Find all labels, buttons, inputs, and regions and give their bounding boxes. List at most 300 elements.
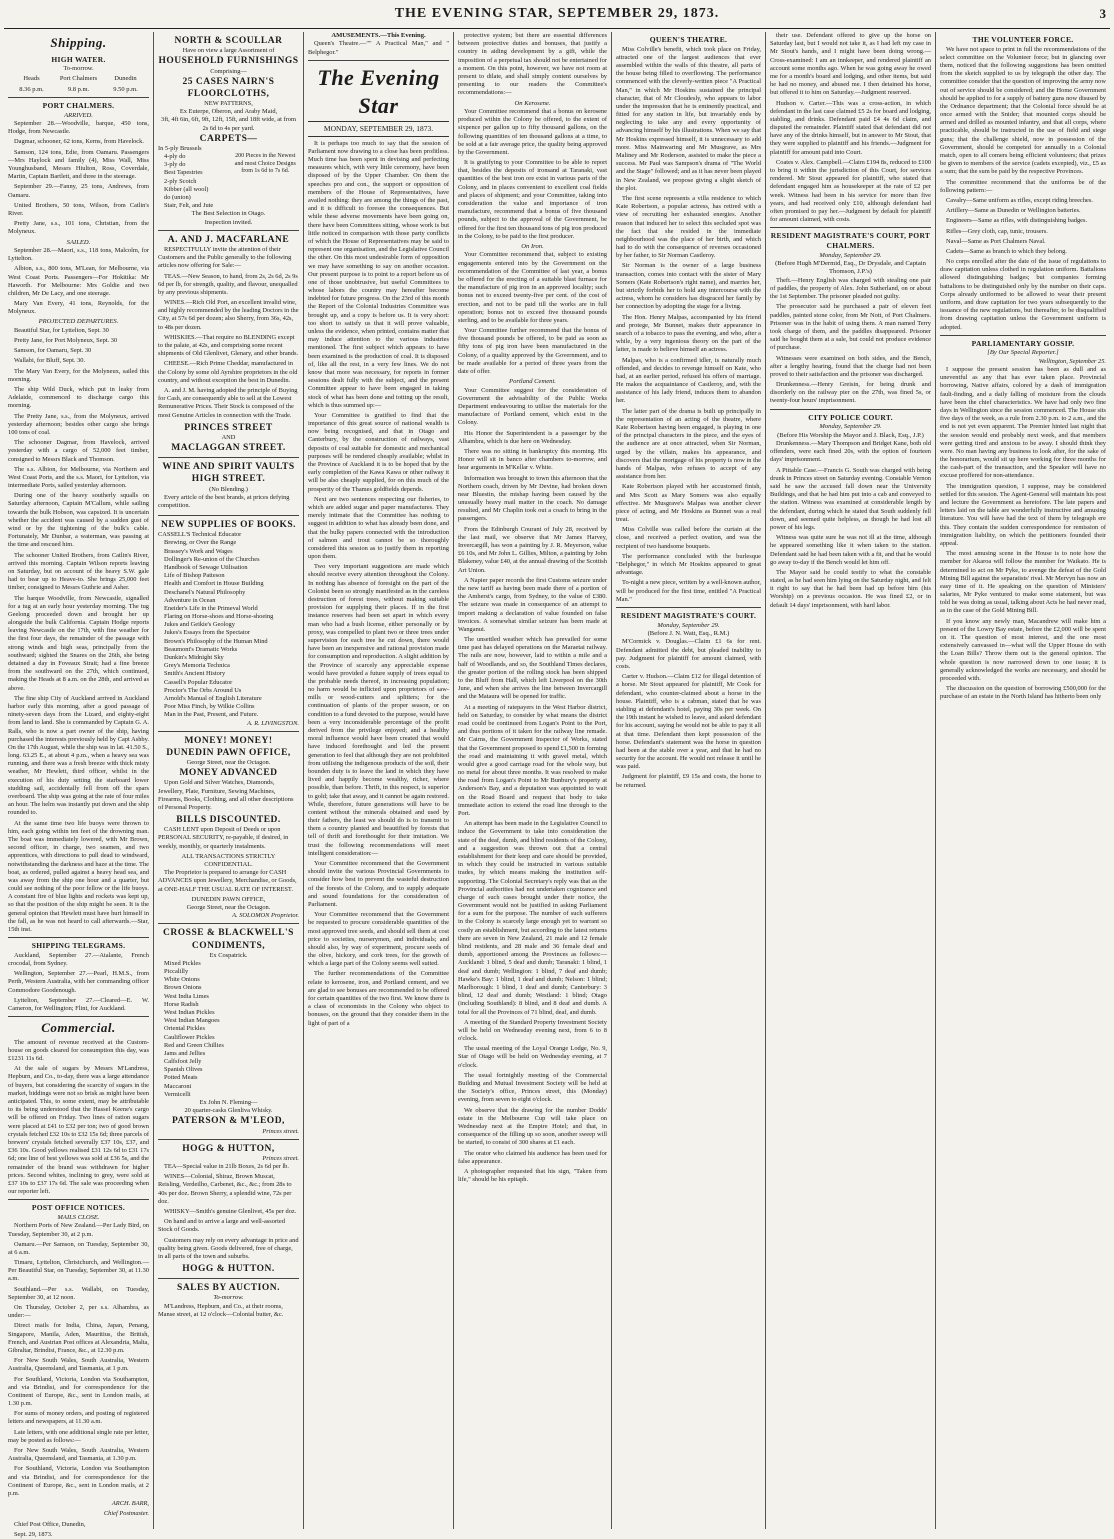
editorial-dateline: MONDAY, SEPTEMBER 29, 1873. (308, 121, 449, 137)
paragraph: September 29.—Fanny, 25 tons, Andrews, from Oamaru. (8, 183, 149, 199)
paragraph: Northern Ports of New Zealand.—Per Lady Bird, on Tuesday, September 30, at 2 p.m. (8, 1222, 149, 1238)
post-list (8, 1222, 149, 1498)
paragraph: Malpas, who is a confirmed idler, is naturally much offended, and decides to revenge himself on Kate, who had, at an earlier period, refused his offers of marriage. He makes the acquaintance of Castleroy, and, with the assistance of his lady friend, induces them to abandon her. (616, 356, 761, 405)
paragraph: September 28.—Woodville, barque, 450 tons, Hodge, from Newcastle. (8, 120, 149, 136)
advert-books (158, 515, 299, 731)
shipping-heading: Shipping. (50, 35, 107, 50)
paragraph: Two very important suggestions are made which should receive every attention throughout the Colony. In nothing has absence of foresight on the part of the Colonist been so strongly manifested as in the careless destruction of forest trees, without making suitable provision for supplying their places. If in the first instance reserves had been set apart in which every man who had a bush license, either personally or by proxy, was compelled to plant two or three trees under supervision for each tree he cut down, there would have been an inexpensive and rational provision made for consumption and reproduction. A slight addition by the Province of scarcely any appreciable expense would have provided a future supply of trees equal to the probable needs thereof, in increasing population; no harm would be inflicted upon proprietors of saw-mills or wood-cutters and splitters; for the continuation of plants of the proper season, or on condition to a fund devoted to the purpose, would have been a very inconsiderable percentage of the profit derived from the privilege enjoyed; and a healthy moral influence would have been created that would have induced forethought and led the present generation to feel that although they are not prohibited from utilising the indigenous products of the soil, their bounden duty is to leave the land in which they have lived and happily become wealthy, richer, where possible, than before. Thrift, in this respect, is superior to gold; take that away, and it cannot be again restored. While, therefore, future generations will have to be content without the minerals obtained and used by their fathers, the least we should do is to transmit to them a country planted and beautified by forests that tell of thrift and forethought for their imitation. We trust the following recommendations will meet intelligent consideration:— (308, 563, 449, 857)
list-item: Vermicelli (164, 1090, 191, 1098)
tide-cell: 8.36 p.m. (19, 85, 44, 93)
volunteer-article (940, 46, 1106, 332)
advert-line: AND (221, 433, 236, 441)
portland-heading: Portland Cement. (509, 378, 556, 386)
paragraph: At the sale of sugars by Messrs M'Landress, Hepburn, and Co., to-day, there was a large attendance of buyers, but considering the scarcity of sugars in the market, biddings were not so brisk as might have been anticipated. This, to some extent, may be attributable to its being understood that the Hassel Keene's cargo will be offered on Friday. Two lines of ration sugars were placed at £41 to £32 per ton; two of good brown crystals fetched £32 10s to £32 15s 6d; three parcels of brewers' crystals fetched severally £37 10s, £37, and £36 10s. Good yellows realised £31 12s 6d to £31 17s 6d; one line of best yellows was sold at £36 5s, and the remainder of the brand was withdrawn for higher prices. Second whites, inclining to grey, were sold at £37 10s to £37 17s 6d. The sale was proceeding when our reporter left. (8, 1065, 149, 1196)
paragraph: The Mary Van Every, for the Molyneux, sailed this morning. (8, 367, 149, 383)
paragraph: Drunkenness.—Mary Thompson and Bridget Kane, both old offenders, were each fined 20s, with the option of fourteen days' imprisonment. (770, 440, 932, 464)
arrived-heading: ARRIVED. (64, 111, 93, 119)
paragraph: To-night a new piece, written by a well-known author, will be produced for the first time, entitled "A Practical Man." (616, 579, 761, 603)
projected-list (8, 327, 149, 366)
iron-heading: On Iron. (521, 242, 544, 250)
list-item: Eneider's Life in the Primeval World (164, 604, 258, 612)
carpet-note: 200 Pieces in the Newest and most Choice Designs from 1s 6d to 7s 6d. (234, 153, 296, 175)
paragraph: The Mayor said he could testify to what the constable stated, as he had seen him lying on the Saturday night, and felt it right to say that he had been had up before him (his Worship) on a previous occasion. He was fined £2, or in default 14 days' imprisonment, with hard labor. (770, 568, 931, 609)
rmc-heading: RESIDENT MAGISTRATE'S COURT. (620, 610, 757, 620)
advert-text: Upon Gold and Silver Watches, Diamonds, Jewellery, Plate, Furniture, Sewing Machines, Firearms, Books, Clothing, and all other descriptions of Personal Property. (158, 779, 294, 811)
pc-court-heading: RESIDENT MAGISTRATE'S COURT, PORT CHALMERS. (770, 231, 931, 250)
shipping-news (8, 368, 149, 935)
list-item: Health and Comfort in House Building (164, 580, 264, 588)
paragraph: Information was brought to town this afternoon that the Northern coach, driven by Mr Devine, had broken down near Bluestin, the mishap having been caused by the unusually heavy mail matter in the coach. No damage resulted, and Mr Chaplin took out a coach to bring in the passengers. (458, 474, 607, 523)
column-7 (936, 32, 1110, 1529)
page-number: 3 (1099, 6, 1106, 21)
post-signature-title: Chief Postmaster. (103, 1510, 149, 1518)
paragraph: If you know any newly man, Macandrew will make him a present of the Lowry Bay estate, before the £2,000 will be spent on it. The question of most interest, and the one most extensively canvassed in—what will the Upper House do with the Loan Bills? Throw them out is the general opinion. The whole question is now narrowed down to one issue; it is generally acknowledged the works are necessary, and should be proceeded with. (940, 617, 1106, 682)
rmc-cases (616, 638, 761, 789)
paragraph: For New South Wales, South Australia, Western Australia, Queensland, and Tasmania, at 1 p.m. (8, 1357, 149, 1373)
paragraph: The usual fortnightly meeting of the Commercial Building and Mutual Investment Society will be held at the Society's office, Princes street, this (Monday) evening, from seven to eight o'clock. (458, 1071, 607, 1104)
kerosene-heading: On Kerosene. (514, 99, 551, 107)
amusements-text: Queen's Theatre.—"" A Practical Man," and " Belphegor." (308, 40, 449, 56)
paragraph: The further recommendations of the Committee relate to kerosene, iron, and Portland cement, and we are glad to see bonuses are recommended to be offered for certain quantities of the two first. We know there is a class of economists in the Colony who object to bonuses, on the ground that they consider them in the light of part of a (308, 970, 449, 1027)
paragraph: The Pretty Jane, s.s., from the Molyneux, arrived yesterday afternoon; besides other cargo she brings 100 tons of coal. (8, 412, 149, 436)
paragraph: A meeting of the Standard Property Investment Society will be held on Wednesday evening next, from 6 to 8 o'clock. (458, 1018, 607, 1043)
divider (8, 937, 149, 938)
paragraph: A. and J. M. having adopted the principle of Buying for Cash, are consequently able to sell at the Lowest Remunerative Prices. Their Stock is composed of the most Genuine Articles in connection with the Trade. (158, 386, 298, 419)
list-item: Beaumont's Dramatic Works (164, 645, 238, 653)
advert-line: 25 CASES NAIRN'S FLOORCLOTHS, (182, 76, 275, 99)
column-5 (612, 32, 766, 1529)
paragraph: An attempt has been made in the Legislative Council to induce the Government to take into consideration the state of the deaf, dumb, and blind residents of the Colony, and a suggestion was thrown out that a central establishment for their keep and care should be provided, in which they could be instructed in various suitable trades, by which means making the institution self-supporting. The Colonial Secretary's reply was that as the Provincial authorities had not undertaken cognizance and charge of such cases brought under their notice, the Government would not be justified in asking Parliament for a sum for the purpose. The number of such sufferers in the Colony is scarcely large enough yet to warrant so costly an establishment, but according to the latest returns there are seven in New Zealand, 21 male and 12 female blind residents, and 28 male and 36 female deaf and dumb, apportioned among the Provinces as follows:—Auckland: 1 blind, 5 deaf and dumb; Taranaki: 1 blind, 1 deaf and dumb; Wellington: 1 blind, 7 deaf and dumb; Hawke's Bay: 1 blind, 1 deaf and dumb; Nelson: 1 blind; Marlborough: 1 blind, 1 deaf and dumb; Canterbury: 3 blind, 12 deaf and dumb; Westland: 1 blind; Otago (including Southland): 8 blind, and 8 deaf and dumb. A total for all the Provinces of 71 blind, deaf, and dumb. (458, 820, 607, 1016)
paragraph: The discussion on the question of borrowing £500,000 for the purchase of an estate in the North Island has hitherto been only (940, 685, 1106, 701)
paragraph: The amount of revenue received at the Custom-house on goods cleared for consumption this day, was £1231 11s 6d. (8, 1038, 149, 1063)
list-item: Dollinger's Re-union of the Churches (164, 555, 260, 563)
advert-title: HOGG & HUTTON, (182, 1143, 275, 1154)
editorial-body (308, 140, 449, 1028)
commercial-list (8, 1039, 149, 1197)
advert-line: Inspection invited. (204, 218, 253, 226)
advert-text: On hand and to arrive a large and well-assorted Stock of Goods. (158, 1218, 285, 1234)
paragraph: Samson, for Oamaru, Sept. 30 (14, 347, 92, 355)
advert-line: Have on view a large Assortment of (182, 47, 275, 55)
paragraph: Your Committee is gratified to find that the importance of this great source of national wealth is now being recognised, and that in Otago and Canterbury, by the construction of railways, vast deposits of coal suitable for domestic and mechanical purposes will be rendered cheaply available; whilst in the Province of Auckland it is to be hoped that by the early completion of the Kawa Kawa or other railway it will be also cheaply supplied, for on this much of the prosperity of the Thames goldfields depends. (308, 411, 449, 493)
paragraph: September 28.—Maori, s.s., 118 tons, Malcolm, for Lyttelton. (8, 246, 149, 263)
paragraph: For New South Wales, South Australia, Western Australia, Queensland, and Tasmania, at 1.30 p.m. (8, 1447, 149, 1463)
paragraph: Witness was quite sure he was not ill at the time, although he appeared something like it when taken to the station. Defendant said he had been taken with a fit, and that he would go away to-day if the Bench would let him off. (770, 534, 931, 566)
paragraph: Cavalry—Same uniform as rifles, except riding breeches. (946, 196, 1093, 204)
paragraph: The schooner Dagmar, from Havelock, arrived yesterday with a cargo of 52,000 feet timber, consigned to Messrs Black and Thomson. (8, 439, 149, 463)
list-item: Proctor's The Orbs Around Us (164, 686, 242, 694)
pc-court-cases (770, 277, 931, 406)
paragraph: Albion, s.s., 800 tons, M'Lean, for Melbourne, via West Coast Ports. Passengers—For Hokitika: Mr Haworth. For Melbourne: Mrs Goldie and two children, Mr De Lacy, and one steerage. (8, 265, 149, 297)
paragraph: Direct mails for India, China, Japan, Penang, Singapore, Manila, Aden, Mauritius, the British, French, and Austrian Post offices at Alexandria, Malta, Gibraltar, Brindisi, France, &c., at 12.30 p.m. (8, 1322, 149, 1354)
parliament-heading: PARLIAMENTARY GOSSIP. (971, 338, 1075, 348)
paragraph: It is perhaps too much to say that the session of Parliament now drawing to a close has been profitless. Much time has been spent in devising and perfecting measures which, with very little ceremony, have been disposed of by the Upper Chamber. On them the speeches pro and con., the support or opposition of members of the House of Representatives, have availed nothing: they are among the things of the past, and it is difficult to foresee the consequences. But while these adverse movements have been going on, there have been Committees sitting, whose work is but little noticed in comparison with those party conflicts of which the House of Representatives may be said to represent one organisation, and the Legislative Council the other. On this most undesirable form of opposition we may have something to say on another occasion. Our present purpose is to point to a report before us of one of those unobtrusive, but useful Committees to whose labors the country may hereafter become indebted for future progress. On the 23rd of this month the Report of the Colonial Industries Committee was brought up, and a copy is before us. It is very short: too short to satisfy us that it will prove valuable, unless the evidence, when printed, contains matter that may induce attention to the various industries mentioned. The first subject which appears to have been examined is the production of coal. It is disposed of, like all the rest, in a very few lines. We do not know that more was necessary, for reports in former sessions dealt fully with the subject, and the present Committee appear to have been engaged in taking stock of what has been done and totting up the result, which is thus summed up:— (308, 139, 449, 409)
divider (770, 409, 931, 410)
paragraph: Your Committee suggest for the consideration of Government the advisability of the Public Works Department endeavouring to utilise the materials for the manufacture of Portland cement, which exist in the Colony. (458, 386, 607, 427)
advert-name: A. AND J. MACFARLANE (167, 234, 290, 245)
telegrams-list (8, 952, 149, 1013)
theatre-heading: QUEEN'S THEATRE. (649, 35, 728, 44)
list-item: Poor Miss Finch, by Wilkie Collins (164, 703, 255, 711)
paragraph: The ship Wild Duck, which put in leaky from Adelaide, commenced to discharge cargo this morning. (8, 386, 149, 410)
divider (770, 227, 931, 228)
advert-line: DUNEDIN PAWN OFFICE, (191, 895, 266, 903)
parliament-sub: [By Our Special Reporter.] (987, 349, 1059, 357)
list-item: Calfsfoot Jelly (164, 1058, 202, 1066)
paragraph: M'Cormick v. Douglas.—Claim £1 6s for rent. Defendant admitted the debt, but pleaded inability to pay. Judgment for plaintiff for amount claimed, with costs. (616, 638, 761, 670)
advert-line: Princes street. (262, 1154, 299, 1162)
advert-macfarlane (158, 230, 299, 457)
paragraph: their use. Defendant offered to give up the horse on Saturday last, but I would not take it, as I had left my case in Mr Stout's hands, and I might have been doing wrong.—Cross-examined: I am an innkeeper, and rendered plaintiff an account some months ago. When he was going away he owed me for a month's board and lodging, and other items, but said he had no money, and abused me. I then detained his horse, but offered it to him on Saturday.—Judgment reserved. (770, 32, 931, 97)
tide-cell: Dunedin (114, 75, 137, 83)
paragraph: Coates v. Alex. Campbell.—Claim £194 8s, reduced to £100 to bring it within the jurisdiction of this Court, for services rendered. Mr Stout appeared for plaintiff, who stated that defendant engaged him as housekeeper at the rate of £2 per week. Witness had been in his service for more than five years, and had received only £10, although defendant had often promised to pay her.—Judgment by default for plaintiff for amount claimed, with costs. (770, 158, 931, 224)
paragraph: Oamaru.—Per Samson, on Tuesday, September 30, at 6 a.m. (8, 1240, 149, 1256)
list-item: Smith's Ancient History (164, 670, 226, 678)
paragraph: We observe that the drawing for the number Dodds' estate in the Melbourne Cup will take place on Wednesday next at the Empire Hotel; and that, in consequence of the filling up so soon, another sweep will be started, to consist of 300 shares at £1 each. (458, 1106, 607, 1147)
paragraph: It is gratifying to your Committee to be able to report that, besides the deposits of ironsand at Taranaki, vast quantities of the best iron ore exist in various parts of the Colony, and in places convenient to excellent coal fields and places of shipment; and your Committee, taking into consideration the value and importance of iron manufacture, recommend that a bonus of five thousand pounds, subject to the approval of the Government, be offered for the first ten thousand tons of pig iron produced in the Colony, to be paid to the first producer. (458, 159, 607, 240)
telegrams-heading: SHIPPING TELEGRAMS. (31, 941, 126, 951)
paragraph: Kate Robertson played with her accustomed finish, and Mrs Scott as Mary Somers was also equally effective. Mr Musgrave's Malpas was another clever piece of acting, and Mr Hoskins as Bunnet was a real treat. (616, 483, 761, 524)
advert-signature: A. SOLOMON Proprietor. (232, 912, 299, 920)
list-item: West Indian Pickles (164, 1008, 215, 1016)
column-container (4, 32, 1110, 1538)
list-item: Brown Onions (164, 984, 202, 992)
advert-line: In 5-ply Brussels (158, 144, 202, 152)
paragraph: Samson, 124 tons, Edie, from Oamaru. Passengers—Mrs Haylock and family (4), Miss Wall, Miss Younghusband, Messrs Hiulton, Ross, Coverdale, Martin, Captain Bartlett, and three in the steerage. (8, 148, 149, 181)
advert-title: MONEY! MONEY! (184, 735, 273, 746)
auction-title: SALES BY AUCTION. (177, 1283, 280, 1294)
auction-sub: To-morrow. (213, 1294, 244, 1302)
paragraph: Your Committee recommend that a bonus on kerosene produced within the Colony be offered, to the extent of sixpence per gallon up to fifty thousand gallons, on the following quantities of ten thousand gallons at a time, to be sold at a fair average price, the quality being approved by the Government. (458, 107, 607, 156)
paragraph: Drunkenness.—Henry Greisin, for being drunk and disorderly on the railway pier on the 27th, was fined 5s, or twenty-four hours' imprisonment. (770, 381, 931, 405)
list-item: Maccaroni (164, 1082, 192, 1090)
mails-close-heading: MAILS CLOSE. (57, 1213, 100, 1221)
auction-notice (158, 1278, 299, 1324)
paragraph: The s.s. Albion, for Melbourne, via Northern and West Coast Ports, and the s.s. Maori, for Lyttelton, via intermediate Ports, sailed yesterday afternoon. (8, 465, 149, 490)
auction-text: M'Landress, Hepburn, and Co., at their rooms, Manse street, at 12 o'clock—Colonial butter, &c. (158, 1302, 284, 1319)
list-item: Best Tapestries (164, 169, 203, 177)
local-news-paras (458, 387, 607, 1185)
paragraph: The prosecutor said he purchased a pair of eleven feet paddles, painted stone color, from Mr Nott, of Port Chalmers. Prisoner was in the habit of using them. A man named Terry took charge of them, and the paddles disappeared. Prisoner said he bought them at a sale, but could not produce evidence of purchase. (770, 303, 931, 352)
tide-cell: Port Chalmers (59, 75, 98, 83)
list-item: Handbook of Sewage Utilisation (164, 563, 248, 571)
newspaper-flag (308, 64, 449, 120)
divider (940, 335, 1106, 336)
editorial-continuation (458, 32, 607, 98)
list-item: Oriental Pickles (164, 1025, 205, 1033)
paragraph: Judgment for plaintiff, £9 15s and costs, the horse to be returned. (616, 773, 761, 789)
theatre-review (616, 46, 761, 604)
advert-line: MONEY ADVANCED (179, 768, 278, 779)
paragraph: Auckland, September 27.—Atalante, French crocodal, from Sydney. (8, 951, 149, 967)
advert-text: Every article of the best brands, at prices defying competition. (158, 493, 290, 509)
pc-court-before: (Before Hugh M'Dermid, Esq., Dr Drysdale, and Captain Thomson, J.P.'s) (775, 259, 926, 276)
list-item: Cassell's Popular Educator (164, 678, 233, 686)
paragraph: Next are two sentences respecting our fisheries, to which are added sugar and paper manufactures. They merely intimate that the Committee has nothing to suggest in addition to what has already been done, and that the bulky papers connected with the introduction of salmon and trout cannot be so thoroughly considered this session as to justify them in reporting upon them. (308, 495, 449, 561)
arrived-list (8, 120, 149, 236)
advert-signature: HOGG & HUTTON. (182, 1264, 275, 1275)
paragraph: Mary Van Every, 41 tons, Reynolds, for the Molyneux. (8, 300, 149, 316)
divider (8, 1199, 149, 1200)
paragraph: Beautiful Star, for Lyttelton, Sept. 30 (14, 326, 109, 334)
advert-signature: PATERSON & M'LEOD, (172, 1116, 285, 1127)
divider (8, 1016, 149, 1017)
paragraph: On Thursday, October 2, per s.s. Alhambra, as under:— (8, 1304, 149, 1320)
police-court-heading: CITY POLICE COURT. (808, 412, 893, 422)
paragraph: Wellington, September 27.—Pearl, H.M.S., from Perth, Western Australia, with her commanding officer Commodore Goodenough. (8, 970, 149, 994)
books-list (158, 539, 299, 719)
paragraph: For Southland, Victoria, London via Southampton, and via Brindisi, and for correspondence for the Continent of Europe, &c., sent in London mails, at 1.30 p.m. (8, 1375, 149, 1408)
divider (616, 607, 761, 608)
paragraph: Sir Norman is the owner of a large business transaction, comes into contact with the sister of Mary Somers (Kate Robertson's right name), and marries her, but strictly forbids her to hold any intercourse with the actress, whom he considers has disgraced her family by her connection by adopting the stage for a living. (616, 262, 761, 311)
list-item: Man in the Past, Present, and Future. (164, 711, 259, 719)
paragraph: United Brothers, 50 tons, Wilson, from Catlin's River. (8, 201, 149, 217)
paragraph: Naval—Same as Port Chalmers Naval. (946, 237, 1046, 245)
paragraph: The orator who claimed his audience has been used for false appearance. (458, 1149, 607, 1165)
list-item: Brewing, or Over the Range (164, 539, 237, 547)
advert-line: ALL TRANSACTIONS STRICTLY CONFIDENTIAL. (181, 852, 276, 869)
advert-title: HOUSEHOLD FURNISHINGS (158, 56, 299, 67)
list-item: Mixed Pickles (164, 959, 201, 967)
advert-paras (158, 273, 299, 420)
paragraph: For Southland, Victoria, London via Southampton and via Brindisi, and for correspondence for the Continent of Europe, &c., sent in London mails, at 2 p.m. (8, 1465, 149, 1497)
advert-line: NEW PATTERNS, (204, 100, 253, 107)
advert-line: George Street, near the Octagon. (186, 759, 271, 767)
advert-title: NEW SUPPLIES OF BOOKS. (160, 520, 297, 531)
advert-line: The Best Selection in Otago. (191, 210, 266, 218)
column-6 (766, 32, 936, 1529)
advert-line: CASSELL'S Technical Educator (158, 531, 242, 539)
advert-name: NORTH & SCOULLAR (174, 36, 283, 46)
kerosene-paras (458, 108, 607, 241)
amusements-heading: AMUSEMENTS.—This Evening. (331, 32, 426, 39)
paragraph: Lyttelton, September 27.—Cleared—E. W. Cameron, for Wellington; Flint, for Auckland. (8, 996, 149, 1012)
high-water-heading: HIGH WATER. (51, 54, 106, 64)
paragraph: Pretty Jane, for Port Molyneux, Sept. 30 (14, 337, 118, 345)
paragraph: WINES.—Rich Old Port, an excellent invalid wine, and highly recommended by the leading Doctors in the City, at 57s 6d per dozen; also Sherry, from 36s, 42s, to 48s per dozen. (158, 299, 299, 331)
column-3 (304, 32, 454, 1529)
paragraph: Late letters, with one additional single rate per letter, may be posted as follows:— (8, 1428, 149, 1444)
list-item: Jukes and Geikie's Geology (164, 621, 235, 629)
post-heading: POST OFFICE NOTICES. (31, 1203, 126, 1213)
list-item: Jukes's Essays from the Spectator (164, 629, 250, 637)
paragraph: During one of the heavy southerly squalls on Saturday afternoon, Captain M'Callum, while sailing towards the bulk Hobson, was capsized. It is uncertain whether the accident was caused by a sudden gust of wind or by the tightening of the bulk's cable. Fortunately, Mr Dunbar, a waterman, was passing at the time and rescued him. (8, 492, 149, 549)
paragraph: Engineers—Same as rifles, with distinguishing badges. (946, 217, 1088, 225)
paragraph: The barque Woodville, from Newcastle, signalled for a tug at an early hour yesterday morning. The tug Geelong proceeded down and brought her up alongside the bulk California. Captain Hodge reports leaving Newcastle on the 17th, with fine weather for the first four days, the remainder of the passage with strong winds and high seas, principally from the southward; sighted the Snares on the 26th, she being detained a day in Foveaux Strait; had a fine breeze from the southward on the 27th, which continued, making the Heads at 8 a.m. on the 28th, and arrived as above. (8, 594, 149, 692)
paragraph: The latter part of the drama is built up principally in the representation of an acting of the theatre, where Kate Robertson having been engaged, is playing in one of the principal characters in the piece, and the eyes of the audience are at once attracted, when Sir Norman, urged by the villain, makes his appearance, and discovers that the mortgage of his property is now in the hands of Malpas, who refuses to accept of any assistance from her. (616, 407, 761, 481)
list-item: Brown's Philosophy of the Human Mind (164, 637, 268, 645)
list-item: Brassey's Work and Wages (164, 547, 233, 555)
advert-line: Ex Cospatrick. (209, 951, 248, 959)
paragraph: His Honor the Superintendent is a passenger by the Alhambra, which is due here on Wednesday. (458, 429, 607, 445)
police-court-before: (Before His Worship the Mayor and J. Black, Esq., J.P.) (777, 431, 924, 439)
advert-line: BILLS DISCOUNTED. (176, 815, 281, 826)
commercial-heading: Commercial. (41, 1020, 116, 1036)
advert-line: DUNEDIN PAWN OFFICE, (166, 747, 291, 758)
paragraph: WHISKIES.—That require no BLENDING except to the palate, at 42s, and comprising some recent shipments of Old Glenlivet, Glenary, and other brands. (158, 333, 299, 358)
list-item: Dunkin's Midnight Sky (164, 654, 224, 662)
tide-cell: 9.50 p.m. (113, 85, 138, 93)
port-heading: PORT CHALMERS. (42, 101, 115, 111)
paragraph: Miss Colville was called before the curtain at the close, and received a perfect ovation, and was the recipient of two handsome bouquets. (616, 526, 761, 550)
advert-text: WINES—Colonial, Shiraz, Brown Muscat, Reisling, Verdeilho, Carbenet, &c., &c.; from 28s to 40s per doz. Brown Sherry, a splendid wine, 72s per doz. (158, 1173, 292, 1205)
projected-heading: PROJECTED DEPARTURES. (38, 318, 119, 326)
tide-header-row (8, 75, 149, 83)
carpet-block (158, 153, 299, 210)
paragraph: Your Committee recommend that the Government should invite the various Provincial Governments to consider how best to prevent the wasteful destruction of the forests of the Colony, and to supply adequate and sound foundations for the consideration of Parliament. (308, 860, 449, 908)
court-continuation (770, 32, 931, 224)
tide-values-row (8, 86, 149, 94)
divider (308, 60, 449, 61)
paragraph: Dagmar, schooner, 62 tons, Kerns, from Havelock. (14, 138, 144, 146)
column-1 (4, 32, 154, 1538)
list-item: Jams and Jellies (164, 1049, 206, 1057)
advert-wine-vaults (158, 457, 299, 515)
parliament-dateline: Wellington, September 25. (1038, 357, 1106, 365)
paragraph: Rifles—Grey cloth, cap, tunic, trousers. (946, 227, 1048, 235)
paragraph: Carter v. Hudson.—Claim £12 for illegal detention of a horse. Mr Stout appeared for plaintiff, Mr Cook for defendant, who counter-claimed about a horse in the house. Plaintiff, who is a cabman, stated that he was stabling at defendant's hotel, paying 30s per week. On the 19th instant he wished to leave, and asked defendant for his account, saying he would not be able to pay it all at that time. Defendant then kept possession of the horse. Defendant's statement was the horse in question had been at the stable over a year, and that he had no security for the account. He would not release it until he was paid. (616, 673, 761, 771)
advert-text: CASH LENT upon Deposit of Deeds or upon PERSONAL SECURITY, re-payable, if desired, in weekly, monthly, or quarterly instalments. (158, 826, 289, 850)
list-item: Deschanel's Natural Philosophy (164, 588, 246, 596)
list-item: Stair, Felt, and Jute (164, 202, 214, 210)
advert-line: 3ft, 4ft 6in, 6ft, 9ft, 12ft, 15ft, and 18ft wide, at from 2s 6d to 4s per yard. (161, 116, 296, 132)
list-item: Kibber (all wool) (164, 185, 209, 193)
post-footer: Chief Post Office, Dunedin, (14, 1520, 86, 1528)
paragraph: At a meeting of ratepayers in the West Harbor district, held on Saturday, to consider by what means the district road could be continued from Logan's Point to the Port, and thus portions of it taken for the railway line remade. Mr Cairns, the Government Inspector of Works, stated that the Government proposed to spend £1,500 in forming the road and maintaining it with gravel metal, which would give a good carriage road for the whole way, but no metal for about three months. It was resolved to make the road from Logan's Point to Mr Bunbury's property at Anderson's Bay, and a deputation was appointed to wait on the Road Board and request that body to take immediate action to extend the road line through to the Port. (458, 703, 607, 817)
paragraph: Your Committee further recommend that the bonus of five thousand pounds be offered, to be paid as soon as fifty tons of pig iron have been manufactured in the Colony, of a quality approved by the Government, and to be made available for a period of three years from the date of offer. (458, 327, 607, 375)
iron-paras (458, 251, 607, 376)
list-item: West Indian Mangoes (164, 1017, 220, 1025)
paragraph: Miss Colville's benefit, which took place on Friday, attracted one of the largest audiences that ever assembled within the walls of this theatre, all parts of the house being filled to overflowing. The performance commenced with the cleverly-written piece "A Practical Man," in which Mr Hoskins sustained the principal character, that of Mr Cloudesly, who appears to labor under the impression that he is eminently practical, and fitted for any station in life, but invariably ends by neglecting to take any and every opportunity of advancing himself by his illustrations. When we say that Mr Hoskins expressed himself, it is unnecessary to add more. Miss Mainwaring and Mr Musgrave, as Mrs Maliney and Mr Roderson, assisted to make the piece a success. Mr Paul was Sampson's drama of "The World and the Stage" followed; and as it has never been played in New Zealand, we propose giving a slight sketch of the plot. (616, 45, 761, 192)
paragraph: Your Committee recommend that, subject to existing engagements entered into by the Government on the recommendation of the Committee of last year, a bonus be offered for the erecting of a suitable blast furnace for the manufacture of pig iron in an approved locality; such bonus not to exceed twenty-five per cent. of the cost of erection, and not to be paid till the works are in full operation; bonus not to exceed five thousand pounds sterling, and to be available for three years. (458, 251, 607, 324)
advert-line: CARPETS— (199, 133, 258, 144)
sailed-heading: SAILED. (66, 238, 91, 246)
advert-line: HIGH STREET. (191, 474, 266, 485)
post-footer-date: Sept. 29, 1873. (14, 1530, 53, 1538)
volunteer-heading: THE VOLUNTEER FORCE. (972, 35, 1074, 44)
list-item: Arnold's Manual of English Literature (164, 694, 262, 702)
paragraph: The first scene represents a villa residence to which Kate Robertson, a popular actress, has retired with a view of recruiting her exhausted energies. Another reason that induced her to select this secluded spot was the fact that she resided in the immediate neighbourhood was the place of her birth, and which had to do with the consequence of reverses occasioned by her father, to Sir Norman Castleroy. (616, 194, 761, 260)
paragraph: Witnesses were examined on both sides, and the Bench, after a lengthy hearing, found that the charge had not been proved to their satisfaction and the prisoner was discharged. (770, 354, 931, 378)
condiments-list (158, 960, 299, 1099)
advert-line: George Street, near the Octagon. (186, 903, 271, 911)
paragraph: Wallabi, for Bluff, Sept. 30. (14, 357, 86, 365)
rmc-before: (Before J. N. Watt, Esq., R.M.) (647, 630, 730, 637)
advert-text: Customers may rely on every advantage in price and quality being given. Goods delivered, free of charge, in all parts of the town and suburbs. (158, 1236, 299, 1260)
advert-signature-street: Princes street. (262, 1127, 299, 1135)
list-item: do (union) (164, 194, 191, 202)
paragraph: There was no sitting in bankruptcy this morning. His Honor will sit in banco after chambers to-morrow, and hear arguments in M'Kellar v. White. (458, 447, 607, 472)
paragraph: Timaru, Lyttelton, Christchurch, and Wellington.—Per Beautiful Star, on Tuesday, September 30, at 11.30 a.m. (8, 1259, 149, 1283)
paragraph: The Hon. Henry Malpas, accompanied by his friend and protege, Mr Bunnet, makes their appearance in search of a tobacco to pass the evening, and who, after a while, by a very ingenious theory on the part of the latter, is made to believe himself an actress. (616, 313, 761, 354)
advert-line: Comprising— (210, 67, 247, 75)
pc-court-date: Monday, September 29. (819, 251, 882, 259)
advert-pawn-office (158, 731, 299, 924)
paragraph: A Napier paper records the first Customs seizure under the new tariff as having been made there of a portion of the Amherst's cargo, from Sydney, to the value of £380. The seizure was made in consequence of an attempt to import making a declaration of value founded on false invoices. A somewhat similar seizure has been made at Wanganui. (458, 576, 607, 633)
paragraph: A photographer requested that his sign, "Taken from life," should be his epitaph. (458, 1167, 607, 1184)
rmc-date: Monday, September 29. (657, 621, 720, 629)
paragraph: CHEESE.—Rich Prime Cheddar, manufactured in the Colony by some old Ayrshire proprietors in the old country, and without exception the best in Dunedin. (158, 360, 298, 384)
advert-hogg-hutton (158, 1139, 299, 1279)
paragraph: No corps enrolled after the date of the issue of regulations to draw capitation unless clothed in regulation uniform. Battalions allowed distinguishing badges; but companies forming battalions to be distinguished only by the number on their caps. Corps already uniformed to be allowed to wear their present uniform, and draw capitation for two years subsequently to the issuance of the new regulations, but thereafter, to be disqualified from drawing capitation unless the Government uniform is adopted. (940, 258, 1106, 331)
advert-title: CROSSE & BLACKWELL'S CONDIMENTS, (163, 928, 294, 951)
police-court-date: Monday, September 29. (819, 423, 882, 431)
paragraph: The immigration question, I suppose, may be considered settled for this session. The Agent-General will maintain his post and lecture the Government as heretofore. The late papers and letters laid on the table are wonderfully instructive and amusing literature. You will have had the text of them by telegraph ere this. They contain the sudden correspondence for remission of immigration liability, on which the petitioners founded their appeal. (940, 482, 1106, 547)
list-item: Spanish Olives (164, 1066, 203, 1074)
advert-crosse-blackwell (158, 923, 299, 1138)
advert-north-scoullar (158, 32, 299, 230)
paragraph: The committee recommend that the uniforms be of the following pattern:— (940, 178, 1106, 194)
list-item: Potted Meats (164, 1074, 198, 1082)
paragraph: The fine ship City of Auckland arrived in Auckland harbor early this morning, after a good passage of ninety-seven days from the Lizard, and eighty-eight from land to land. She is commanded by Captain G. A. Ralls, who is now a part owner of the ship, having purchased the interests previously held by Capt Ashby. On the 17th August, while the ship was in lat. 41.50 S., long. 63.25 E., at about 4 p.m., when a heavy sea was running, and there was a fresh breeze with thick misty weather, Mr Hewlett, third officer, whilst in the execution of his duty setting the starboard lower studding sail, accidentally fell from off the spars overboard. The ship was going at the rate of four miles an hour. The helm was instantly put down and the ship rounded to. (8, 694, 149, 817)
paragraph: Theft.—Henry English was charged with stealing one pair of paddles, the property of Alex. John Sutherland, on or about the 1st September. The prisoner pleaded not guilty. (770, 276, 931, 301)
advert-line: PRINCES STREET (184, 422, 273, 433)
list-item: West India Limes (164, 992, 209, 1000)
tomorrow-label: To-morrow. (63, 65, 94, 73)
advert-line: Ex John N. Fleming— (199, 1099, 258, 1107)
list-item: Horse Radish (164, 1000, 199, 1008)
tide-cell: 9.8 p.m. (67, 85, 90, 93)
tide-cell: Heads (23, 75, 40, 83)
list-item: 2-ply Scotch (164, 177, 197, 185)
list-item: 3-ply do (164, 161, 186, 169)
paragraph: Artillery—Same as Dunedin or Wellington batteries. (946, 207, 1081, 215)
paragraph: The unsettled weather which has prevailed for some time past has delayed operations on the Maraetai railway. The rails are now, however, laid to within a mile and a half of Woodlands, and so, the Southland Times declares, the greater portion of the rolling stock has been shipped to the Bluff from Hall, which left Liverpool on the 30th June, and when she arrives the line between Invercargill and the Mataura will be opened for traffic. (458, 636, 607, 701)
paragraph: Pretty Jane, s.s., 101 tons, Christian, from the Molyneux. (8, 220, 149, 236)
paragraph: The usual meeting of the Loyal Orange Lodge, No. 9, Star of Otago will be held on Wednesday evening, at 7 o'clock. (458, 1045, 607, 1069)
list-item: Adventure in Ocean (164, 596, 216, 604)
paragraph: A Pitiable Case.—Francis G. South was charged with being drunk in Princes street on Saturday evening. Constable Vernon said he saw the accused fall down near the University Buildings, and that he had him put into a cab and conveyed to the station. Witness was examined at considerable length by the defendant, during which he stated that South suddenly fell down, and seemed quite helpless, as though he had lost all power of his legs. (770, 466, 931, 531)
flag-title: The Evening Star (317, 64, 440, 118)
advert-text: WHISKY—Smith's genuine Glenlivet, 45s per doz. (164, 1208, 297, 1216)
paragraph: TEAS.—New Season, to hand, from 2s, 2s 6d, 2s 9s 6d per lb, for strength, quality, and flavour, unequalled by any previous shipments. (158, 272, 298, 296)
paragraph: The schooner United Brothers, from Catlin's River, arrived this morning. Captain Wilson reports leaving on Saturday, but on account of the heavy S.W. gale had to bear up to Heave-to. She brings 25,000 feet timber, consigned to Messrs Guthrie and Asher. (8, 551, 149, 592)
advert-title: WINE AND SPIRIT VAULTS (162, 462, 295, 473)
paragraph: From the Edinburgh Courant of July 28, received by the last mail, we observe that Mr James Harvey, Invercargill, has won a painting by J. R. Meyerson, value £6 10s, and Mr John L. Gillies, Milton, a painting by John Blakeney, value £40, at the annual drawing of the Scottish Art Union. (458, 525, 607, 574)
advert-signature: A. R. LIVINGSTON. (247, 719, 299, 727)
paragraph: Your Committee recommend that the Government be requested to procure considerable quantities of the most approved tree seeds, and should sell them at cost price to societies, nurserymen, and individuals; and should also, by way of experiment, procure seeds of the olive, hickory, and cork trees, for the growth of which a large part of the Colony seems well suited. (308, 911, 449, 968)
list-item: 4-ply do (164, 153, 186, 161)
carpet-list (158, 153, 232, 210)
masthead-title: THE EVENING STAR, SEPTEMBER 29, 1873. (394, 6, 720, 21)
paragraph: We have not space to print in full the recommendations of the select committee on the Volunteer force; but in glancing over them, noticed that the following suggestions has been omitted from the sketch supplied to us by telegraph the other day. The committee consider that the question of improving the army now out of service should be considered; and the Home Government should be applied to for a supply of battery guns now disused by the Ordnance department; that the Colonial force should be at once armed with the Snider; that mounted corps should be armed and drilled as mounted infantry, and that all corps, where practicable, should be instructed in the use of field and siege guns; that the challenge shield, now in possession of the Government, should be competed for annually in a Colonial match, open to all comers being efficient volunteers; that prizes be given to members of the service (cadets excepted), viz., £5 as a sum; that the sum be paid by the respective Provinces. (940, 45, 1106, 176)
paragraph: The most amusing scene in the House is to note how the member for Akaroa will follow the member for Waikato. He is determined to act on Mr Pyke, to avenge the defeat of the Gold Mining Bill against the separatists' rival. Mr Mervyn has now an easy time of it. He speaking on the question of Ministers' salaries, Mr Pyke ventured to make some statement, but was told he was doing as usual, talking about Acts he had never read, as in the case of the Gold Mining Bill. (940, 550, 1106, 615)
list-item: Piccalilly (164, 968, 189, 976)
advert-line: 20 quarter-casks Glenliva Whisky. (184, 1107, 273, 1115)
advert-text: TEA—Special value in 21lb Boxes, 2s 6d per lb. (164, 1163, 289, 1171)
paragraph: protective system; but there are essential differences between protective duties and bonuses, that justify a country in aiding development by a gift, while the imposition of a perpetual tax should not be entertained for a moment. On this point, however, we have not room at present to dilate, and shall simply content ourselves by presenting to our readers the Committee's recommendations:— (458, 32, 607, 97)
column-4 (454, 32, 612, 1529)
police-court-cases (770, 440, 931, 610)
list-item: Red and Green Chillies (164, 1041, 224, 1049)
column-2 (154, 32, 304, 1529)
paragraph: At the same time two life buoys were thrown to him, each going within ten feet of the drowning man. The boat was immediately lowered, with Mr Brown, second officer, in charge, two seamen, and two apprentices, with directions to pull dead to windward, notwithstanding the darkness and haze at the time. The boat, as ordered, pulled against a heavy head sea, and was away from the ship one hour and a quarter, but could see nothing of the poor fellow or the life buoys. A constant fire of blue lights and rockets was kept up, so that the position of the ship might be seen. It is the general opinion that Hewlett must have hurt himself in the fall, as he was not heard to call afterwards.—Star, 15th inst. (8, 819, 149, 933)
parliament-article (940, 366, 1106, 702)
divider (8, 97, 149, 98)
advert-text: The Proprietor is prepared to arrange for CASH ADVANCES upon Jewellery, Merchandise, or Goods, at ONE-HALF THE USUAL RATE OF INTEREST. (158, 869, 297, 893)
post-signature: ARCH. BARR, (111, 1500, 149, 1508)
paragraph: I suppose the present session has been as dull and as uneventful as any that has ever taken place. Provincial borrowing, Native affairs, colored by a dash of immigration fault-finding, and a daily falling of moisture from the clouds have been the chief characteristics. We have had only two fine days in Wellington since the session commenced. The House sits five days of the week, as a rule from 2.30 p.m. to 2 a.m., and the end is not yet even apparent. The Premier hinted last night that the session would end probably next week, and that members were getting tired and anxious to be away. I should think they were. No man having any business to look after, for the sake of the honorarium, would sit up here working for three months for the cash-part of the transaction, and the Speaker will have no excuse proffered for non-attendance. (940, 366, 1106, 480)
sailed-list (8, 247, 149, 317)
paragraph: Hudson v. Carter.—This was a cross-action, in which defendant in the last case claimed £5 2s for board and lodging, stabling, and drinks. Defendant paid £4 4s 6d claim, and disputed the remainder. Plaintiff stated that defendant did not have any of the drinks himself, but in answer to Mr Stout, that they were supplied to plaintiff and his friends.—Judgment for plaintiff for amount paid into Court. (770, 99, 931, 156)
advert-line: MACLAGGAN STREET. (171, 443, 286, 454)
page-masthead (4, 2, 1110, 29)
paragraph: The performance concluded with the burlesque "Belphegor," in which Mr Hoskins appeared to great advantage. (616, 552, 761, 577)
advert-line: (No Blending.) (209, 485, 248, 493)
list-item: Life of Bishop Patteson (164, 572, 225, 580)
list-item: Cauliflower Pickles (164, 1033, 215, 1041)
list-item: White Onions (164, 976, 200, 984)
